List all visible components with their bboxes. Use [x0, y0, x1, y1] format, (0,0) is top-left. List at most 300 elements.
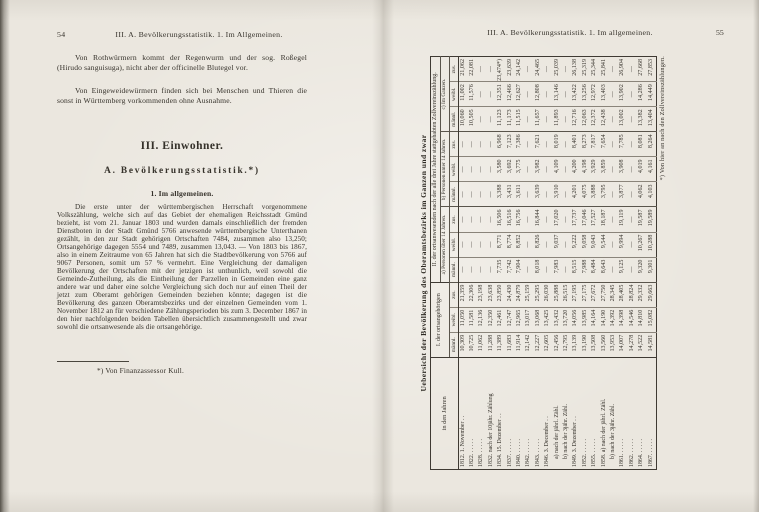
value-cell: 3,431: [506, 182, 515, 207]
value-cell: 4,075: [581, 182, 590, 207]
value-cell: —: [609, 132, 618, 157]
value-cell: 7,904: [515, 257, 524, 282]
value-cell: 3,795: [600, 182, 609, 207]
value-cell: 3,888: [590, 182, 599, 207]
value-cell: 4,198: [581, 157, 590, 182]
value-cell: 3,910: [553, 182, 562, 207]
value-cell: 19,587: [637, 207, 646, 232]
value-cell: 12,136: [477, 307, 486, 332]
value-cell: 28,345: [609, 282, 618, 307]
table-row: [590, 57, 599, 470]
value-cell: 4,019: [637, 157, 646, 182]
value-cell: —: [609, 82, 618, 107]
table-row: [468, 57, 477, 470]
value-cell: —: [543, 82, 552, 107]
value-cell: 13,146: [553, 82, 562, 107]
value-cell: 8,018: [534, 257, 543, 282]
value-cell: 4,201: [571, 182, 580, 207]
value-cell: 27,853: [647, 59, 654, 76]
value-cell: 4,200: [571, 157, 580, 182]
value-cell: —: [468, 132, 477, 157]
header-sub-b: b) Personen unter 14 Jahren.: [440, 132, 449, 207]
value-cell: —: [609, 207, 618, 232]
value-cell: 13,985: [581, 307, 590, 332]
value-cell: 7,386: [515, 132, 524, 157]
value-cell: 9,320: [637, 257, 646, 282]
value-cell: —: [610, 66, 616, 73]
value-cell: —: [543, 232, 552, 257]
value-cell: 7,621: [534, 132, 543, 157]
value-cell: 7,742: [506, 257, 515, 282]
value-cell: —: [487, 157, 496, 182]
value-cell: 9,058: [581, 232, 590, 257]
header-group1: I. der ortsangehörigen: [431, 282, 450, 357]
right-running-title: III. A. Bevölkerungsstatistik. 1. Im allgemeinen.: [487, 28, 653, 37]
value-cell: 19,119: [618, 207, 627, 232]
value-cell: 8,081: [637, 132, 646, 157]
value-cell: —: [628, 157, 637, 182]
value-cell: 8,643: [600, 257, 609, 282]
left-running-header: [57, 30, 307, 39]
value-cell: 14,392: [609, 307, 618, 332]
value-cell: —: [628, 132, 637, 157]
value-cell: 14,449: [647, 82, 657, 107]
table-row: [618, 57, 627, 470]
value-cell: 11,173: [506, 107, 515, 132]
value-cell: 23,639: [506, 59, 513, 76]
value-cell: —: [628, 82, 637, 107]
value-cell: 4,103: [647, 182, 657, 207]
value-cell: 13,382: [637, 107, 646, 132]
table-row: [647, 57, 657, 470]
value-cell: 23,474*): [497, 59, 504, 81]
value-cell: —: [543, 107, 552, 132]
value-cell: 14,278: [628, 332, 637, 357]
value-cell: 13,720: [562, 307, 571, 332]
value-cell: 12,063: [581, 107, 590, 132]
header-maennl: männl.: [449, 107, 458, 132]
value-cell: —: [609, 257, 618, 282]
value-cell: —: [609, 232, 618, 257]
value-cell: 17,737: [571, 207, 580, 232]
value-cell: 23,638: [487, 282, 496, 307]
value-cell: 11,581: [468, 307, 477, 332]
year-cell: 1862. . . . . .: [628, 357, 637, 469]
value-cell: —: [477, 232, 486, 257]
value-cell: 26,030: [543, 282, 552, 307]
value-cell: 11,893: [553, 107, 562, 132]
value-cell: 12,227: [534, 332, 543, 357]
value-cell: —: [524, 232, 533, 257]
value-cell: —: [543, 182, 552, 207]
value-cell: 3,929: [590, 157, 599, 182]
value-cell: —: [458, 207, 468, 232]
value-cell: 8,826: [534, 232, 543, 257]
value-cell: 24,879: [515, 282, 524, 307]
value-cell: —: [562, 257, 571, 282]
value-cell: 7,988: [581, 257, 590, 282]
value-cell: —: [524, 157, 533, 182]
header-maennl: männl.: [449, 332, 458, 357]
value-cell: —: [524, 107, 533, 132]
value-cell: —: [477, 107, 486, 132]
value-cell: 11,389: [496, 332, 505, 357]
year-cell: 1858. a) nach der jährl. Zähl.: [600, 357, 609, 469]
value-cell: 12,747: [506, 307, 515, 332]
value-cell: 22,081: [468, 59, 475, 76]
table-row: [553, 57, 562, 470]
value-cell: —: [487, 66, 494, 73]
value-cell: 12,965: [515, 307, 524, 332]
value-cell: —: [487, 107, 496, 132]
value-cell: 25,344: [591, 59, 598, 76]
value-cell: 17,020: [553, 207, 562, 232]
value-cell: 8,852: [515, 232, 524, 257]
value-cell: 24,465: [534, 59, 541, 76]
value-cell: 12,438: [600, 107, 609, 132]
value-cell: 10,060: [458, 107, 468, 132]
value-cell: 8,771: [496, 232, 505, 257]
value-cell: 13,068: [534, 307, 543, 332]
value-cell: 12,372: [590, 107, 599, 132]
header-sub-c: c) Im Ganzen.: [440, 57, 449, 132]
value-cell: —: [628, 207, 637, 232]
value-cell: 10,725: [468, 332, 477, 357]
value-cell: —: [562, 82, 571, 107]
value-cell: 9,125: [618, 257, 627, 282]
header-maennl: männl.: [449, 257, 458, 282]
table-row: [477, 57, 486, 470]
table-caption: Uebersicht der Bevölkerung des Oberamtsbezirks im Ganzen und zwar: [419, 134, 428, 392]
value-cell: —: [468, 207, 477, 232]
value-cell: 7,817: [590, 132, 599, 157]
value-cell: 21,062: [459, 59, 466, 76]
value-cell: 26,515: [562, 282, 571, 307]
value-cell: —: [543, 157, 552, 182]
value-cell: 8,484: [590, 257, 599, 282]
value-cell: 7,785: [618, 132, 627, 157]
header-zus: zus.: [449, 207, 458, 232]
value-cell: 13,902: [618, 82, 627, 107]
right-page-number: 55: [716, 28, 724, 37]
value-cell: 24,142: [515, 59, 522, 76]
value-cell: 28,405: [618, 282, 627, 307]
value-cell: 12,627: [515, 82, 524, 107]
header-sub-a: a) Personen über 14 Jahren.: [440, 207, 449, 282]
value-cell: 8,264: [647, 132, 657, 157]
value-cell: —: [628, 66, 635, 73]
value-cell: 24,430: [506, 282, 515, 307]
table-row: [600, 57, 609, 470]
value-cell: —: [628, 232, 637, 257]
value-cell: 12,972: [590, 82, 599, 107]
value-cell: —: [524, 207, 533, 232]
year-cell: 1840. . . . . .: [515, 357, 524, 469]
value-cell: —: [543, 257, 552, 282]
value-cell: 23,850: [496, 282, 505, 307]
value-cell: 7,983: [553, 257, 562, 282]
value-cell: 14,007: [618, 332, 627, 357]
value-cell: —: [458, 157, 468, 182]
value-cell: 11,062: [477, 332, 486, 357]
table-row: [609, 57, 618, 470]
value-cell: —: [524, 257, 533, 282]
value-cell: 10,505: [468, 107, 477, 132]
value-cell: 13,422: [571, 82, 580, 107]
value-cell: 3,388: [496, 182, 505, 207]
value-cell: 29,663: [647, 282, 657, 307]
value-cell: —: [524, 82, 533, 107]
value-cell: 13,425: [543, 307, 552, 332]
table-row: [487, 57, 496, 470]
value-cell: 22,306: [468, 282, 477, 307]
value-cell: 27,175: [581, 282, 590, 307]
value-cell: 10,267: [637, 232, 646, 257]
value-cell: 3,775: [515, 157, 524, 182]
table-row: [534, 57, 543, 470]
value-cell: 4,161: [647, 157, 657, 182]
table-row: [506, 57, 515, 470]
table-body: [458, 57, 657, 470]
value-cell: 12,461: [496, 307, 505, 332]
value-cell: —: [477, 207, 486, 232]
year-cell: 1864. . . . . .: [637, 357, 646, 469]
value-cell: 11,123: [496, 107, 505, 132]
value-cell: 13,017: [524, 307, 533, 332]
value-cell: 18,187: [600, 207, 609, 232]
value-cell: 7,735: [496, 257, 505, 282]
section-heading: III. Einwohner.: [140, 140, 224, 152]
value-cell: 14,581: [647, 332, 657, 357]
value-cell: 3,580: [496, 157, 505, 182]
value-cell: 14,190: [600, 307, 609, 332]
year-cell: a) nach der jährl. Zähl.: [553, 357, 562, 469]
value-cell: 27,750: [600, 282, 609, 307]
value-cell: —: [478, 66, 485, 73]
value-cell: 11,683: [506, 332, 515, 357]
subsubsection-heading: 1. Im allgemeinen.: [150, 189, 214, 198]
value-cell: 12,466: [506, 82, 515, 107]
table-row: [543, 57, 552, 470]
value-cell: 28,824: [628, 282, 637, 307]
year-cell: 1832. nach der 10jähr. Zählung: [487, 357, 496, 469]
population-table: [430, 56, 657, 470]
value-cell: —: [562, 232, 571, 257]
value-cell: 14,398: [618, 307, 627, 332]
value-cell: 9,301: [647, 257, 657, 282]
value-cell: 13,256: [581, 82, 590, 107]
value-cell: 27,668: [638, 59, 645, 76]
value-cell: 4,109: [553, 157, 562, 182]
left-running-title: III. A. Bevölkerungsstatistik. 1. Im Allgemeinen.: [115, 30, 283, 39]
year-cell: 1837. . . . . .: [506, 357, 515, 469]
value-cell: —: [562, 66, 569, 73]
value-cell: 14,546: [628, 307, 637, 332]
value-cell: 13,953: [609, 332, 618, 357]
header-years: in den Jahren: [431, 357, 459, 469]
value-cell: 14,056: [571, 307, 580, 332]
value-cell: 9,037: [553, 232, 562, 257]
value-cell: 14,522: [637, 332, 646, 357]
year-cell: 1849. 3. Dezember . .: [571, 357, 580, 469]
value-cell: 17,527: [590, 207, 599, 232]
value-cell: 9,222: [571, 232, 580, 257]
value-cell: —: [458, 257, 468, 282]
subsection-heading: A. Bevölkerungsstatistik.*): [104, 166, 260, 176]
value-cell: —: [562, 107, 571, 132]
value-cell: —: [609, 157, 618, 182]
value-cell: —: [487, 207, 496, 232]
value-cell: —: [524, 132, 533, 157]
value-cell: 9,544: [600, 232, 609, 257]
value-cell: —: [477, 182, 486, 207]
value-cell: 11,515: [515, 107, 524, 132]
value-cell: —: [544, 66, 551, 73]
value-cell: 26,904: [619, 59, 626, 76]
year-cell: 1867. . . . . .: [647, 357, 657, 469]
value-cell: —: [609, 182, 618, 207]
value-cell: 25,295: [534, 282, 543, 307]
value-cell: 12,456: [553, 332, 562, 357]
value-cell: —: [487, 182, 496, 207]
table-row: [581, 57, 590, 470]
value-cell: 7,654: [600, 132, 609, 157]
value-cell: 16,516: [506, 207, 515, 232]
year-cell: 1828. . . . . .: [477, 357, 486, 469]
value-cell: 13,190: [581, 332, 590, 357]
value-cell: —: [524, 182, 533, 207]
value-cell: 11,914: [515, 332, 524, 357]
table-row: [571, 57, 580, 470]
rotated-table-area: [419, 54, 707, 470]
paragraph-rothwuermer: Von Rothwürmern kommt der Regenwurm und der sog. Roßegel (Hirudo sanguisuga), nicht aber der officinelle Blutegel vor.: [57, 53, 307, 73]
value-cell: 8,774: [506, 232, 515, 257]
value-cell: 13,508: [590, 332, 599, 357]
value-cell: 12,795: [562, 332, 571, 357]
value-cell: 17,046: [581, 207, 590, 232]
page-edge-shadow-right: [753, 0, 759, 512]
value-cell: —: [458, 132, 468, 157]
value-cell: —: [477, 257, 486, 282]
value-cell: 11,002: [458, 82, 468, 107]
value-cell: 12,350: [487, 307, 496, 332]
value-cell: 3,639: [534, 182, 543, 207]
value-cell: —: [458, 232, 468, 257]
year-cell: 1846. 3. December . .: [543, 357, 552, 469]
value-cell: 26,138: [572, 59, 579, 76]
value-cell: 3,982: [534, 157, 543, 182]
value-cell: 16,756: [515, 207, 524, 232]
header-weibl: weibl.: [449, 232, 458, 257]
table-row: [515, 57, 524, 470]
value-cell: —: [609, 107, 618, 132]
value-cell: 10,309: [458, 332, 468, 357]
value-cell: 7,123: [506, 132, 515, 157]
value-cell: 3,908: [618, 157, 627, 182]
value-cell: —: [525, 66, 532, 73]
value-cell: —: [477, 157, 486, 182]
value-cell: —: [468, 232, 477, 257]
value-cell: 27,195: [571, 282, 580, 307]
year-cell: 1852. . . . . .: [581, 357, 590, 469]
value-cell: —: [562, 132, 571, 157]
footnote-rule: [57, 361, 129, 362]
table-row: [496, 57, 505, 470]
value-cell: —: [543, 207, 552, 232]
header-zus: zus.: [449, 282, 458, 307]
value-cell: 25,159: [524, 282, 533, 307]
value-cell: 3,859: [600, 157, 609, 182]
header-zus: zus.: [449, 132, 458, 157]
value-cell: 8,019: [553, 132, 562, 157]
year-cell: 1822. . . . . .: [468, 357, 477, 469]
year-cell: 1842. . . . . .: [524, 357, 533, 469]
value-cell: 13,139: [571, 332, 580, 357]
value-cell: 12,605: [543, 332, 552, 357]
page-edge-shadow-left: [0, 0, 10, 512]
table-row: [524, 57, 533, 470]
year-cell: 1812. 1. November . .: [458, 357, 468, 469]
table-row: [562, 57, 571, 470]
value-cell: —: [487, 232, 496, 257]
value-cell: 10,288: [647, 232, 657, 257]
value-cell: 8,273: [581, 132, 590, 157]
header-zus: zus.: [449, 57, 458, 82]
year-cell: 1843. . . . . .: [534, 357, 543, 469]
value-cell: 13,432: [553, 307, 562, 332]
value-cell: 8,515: [571, 257, 580, 282]
value-cell: —: [562, 157, 571, 182]
value-cell: 14,164: [590, 307, 599, 332]
value-cell: —: [628, 257, 637, 282]
value-cell: —: [477, 82, 486, 107]
value-cell: 3,692: [506, 157, 515, 182]
table-row: [637, 57, 646, 470]
value-cell: 11,657: [534, 107, 543, 132]
value-cell: —: [468, 257, 477, 282]
value-cell: 8,401: [571, 132, 580, 157]
year-cell: b) nach der 3jähr. Zähl.: [562, 357, 571, 469]
value-cell: 12,808: [534, 82, 543, 107]
value-cell: —: [562, 207, 571, 232]
header-weibl: weibl.: [449, 307, 458, 332]
value-cell: —: [628, 182, 637, 207]
value-cell: —: [628, 107, 637, 132]
value-cell: 9,043: [590, 232, 599, 257]
value-cell: —: [487, 132, 496, 157]
header-weibl: weibl.: [449, 157, 458, 182]
value-cell: 25,039: [553, 59, 560, 76]
value-cell: 12,142: [524, 332, 533, 357]
value-cell: 12,716: [571, 107, 580, 132]
book-spine-shadow: [372, 0, 394, 512]
year-cell: b) nach der 3jähr. Zähl.: [609, 357, 618, 469]
value-cell: —: [477, 132, 486, 157]
population-table-block: [419, 54, 707, 470]
value-cell: 29,332: [637, 282, 646, 307]
value-cell: —: [468, 157, 477, 182]
value-cell: 11,576: [468, 82, 477, 107]
header-maennl: männl.: [449, 182, 458, 207]
year-cell: 1861. . . . . .: [618, 357, 627, 469]
value-cell: —: [487, 257, 496, 282]
value-cell: —: [562, 182, 571, 207]
paragraph-volkszaehlung: Die erste unter der württembergischen Herrschaft vorgenommene Volkszählung, welche sich auf das Gebiet der ehemaligen Reichsstadt Gmünd bezieht, ist vom 21. Januar 1803 und wurden damals einschließlich der fremden Dienstboten in der Stadt Gmünd 5766 anwesende württembergische Unterthanen gezählt, in den zur Stadt gehörigen Ortschaften 7484, zusammen also 13,250; Ortsangehörige dagegen 5554 und 7489, zusammen 13,043. — Von 1803 bis 1867, also in einem Zeitraume von 65 Jahren hat sich die Stadtbevölkerung von 5766 auf 9067 Personen, somit um 57 % vermehrt. Eine Vergleichung der damaligen Bevölkerung der Ortschaften mit der jetzigen ist unthunlich, weil sowohl die Gemeinde-Zutheilung, als die Eintheilung der Parzellen in Gemeinden eine ganz andere war und daher eine solche Vergleichung sich doch nur auf einen Theil der jetzt zum Oberamt gehörigen Gemeinden beziehen könnte; dagegen ist die Bevölkerung des ganzen Oberamtsbezirks und der einzelnen Gemeinden vom 1. November 1812 an für verschiedene Zählungsperioden bis zum 3. December 1867 in den hier nachfolgenden beiden Tabellen übersichtlich zusammengestellt und zwar sowohl die ortsanwesende als die ortsangehörige.: [57, 203, 307, 331]
left-page-number: 54: [57, 30, 66, 39]
value-cell: 15,082: [647, 307, 657, 332]
value-cell: 27,672: [590, 282, 599, 307]
value-cell: 11,050: [458, 307, 468, 332]
